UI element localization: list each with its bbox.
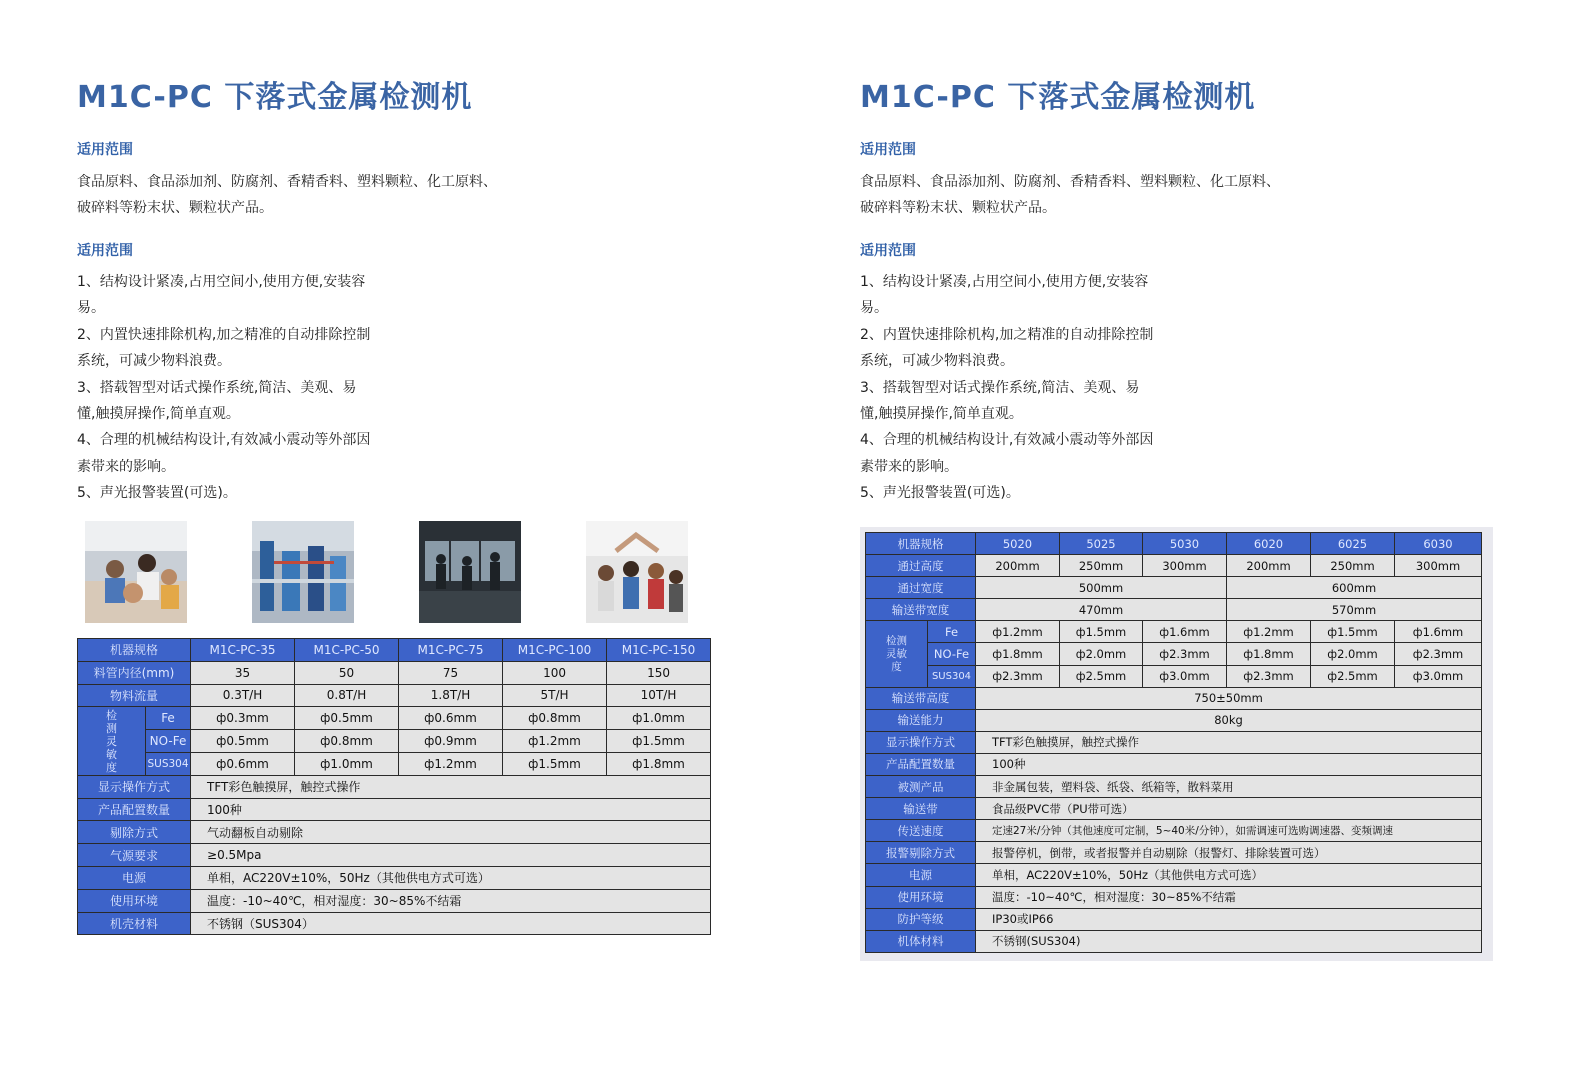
table-cell: ф1.5mm [1311,621,1395,643]
table-cell: 570mm [1227,599,1482,621]
feature-line: 2、内置快速排除机构,加之精准的自动排除控制 [860,326,1154,343]
table-cell: ф0.5mm [191,730,295,753]
table-cell: ф1.0mm [607,707,711,730]
table-row [866,864,1482,886]
table-cell: IP30或IP66 [976,908,1482,930]
feature-line: 4、合理的机械结构设计,有效减小震动等外部因 [860,432,1154,449]
table-header-cell: M1C-PC-150 [607,639,711,662]
page-title: M1C-PC 下落式金属检测机 [860,80,1256,115]
row-label: 剔除方式 [78,821,191,844]
row-label: 显示操作方式 [78,775,191,798]
table-row [866,709,1482,731]
table-row [866,930,1482,952]
application-text [77,169,497,221]
table-cell: 5T/H [503,684,607,707]
table-row [866,555,1482,577]
table-cell: ф1.2mm [1227,621,1311,643]
table-cell: 0.8T/H [295,684,399,707]
feature-line: 5、声光报警装置(可选)。 [860,485,1020,502]
text-line: 食品原料、食品添加剂、防腐剂、香精香料、塑料颗粒、化工原料、 [77,174,497,190]
table-row [866,798,1482,820]
row-label: 输送带 [866,798,976,820]
table-row [866,621,1482,643]
table-cell: ф0.5mm [295,707,399,730]
spec-table-conveyor [865,532,1482,953]
row-label: 输送带宽度 [866,599,976,621]
table-cell: 1.8T/H [399,684,503,707]
table-cell: 温度：-10~40℃，相对湿度：30~85%不结霜 [191,889,711,912]
table-cell: ф1.0mm [295,752,399,775]
table-row [866,599,1482,621]
table-row [866,842,1482,864]
table-cell: TFT彩色触摸屏，触控式操作 [976,731,1482,753]
row-label: 显示操作方式 [866,731,976,753]
table-row [78,912,711,935]
section-heading-application: 适用范围 [77,142,133,158]
table-cell: ф1.2mm [503,730,607,753]
table-cell: 100种 [976,753,1482,775]
table-header-cell: 5030 [1143,533,1227,555]
table-row [78,661,711,684]
feature-line: 懂,触摸屏操作,简单直观。 [77,406,240,423]
table-cell: 250mm [1311,555,1395,577]
row-label: 使用环境 [866,886,976,908]
table-row [866,753,1482,775]
row-label: 产品配置数量 [866,753,976,775]
row-label: 料管内径(mm) [78,661,191,684]
table-header-cell: 机器规格 [78,639,191,662]
feature-line: 4、合理的机械结构设计,有效减小震动等外部因 [77,432,371,449]
feature-line: 2、内置快速排除机构,加之精准的自动排除控制 [77,326,371,343]
row-label: 机壳材料 [78,912,191,935]
table-cell: 750±50mm [976,687,1482,709]
table-cell: 80kg [976,709,1482,731]
table-cell: ф0.9mm [399,730,503,753]
table-header-cell: 5025 [1060,533,1143,555]
section-heading-application: 适用范围 [860,142,916,158]
table-cell: 0.3T/H [191,684,295,707]
table-header-row [866,533,1482,555]
table-cell: ф3.0mm [1395,665,1482,687]
table-cell: ≥0.5Mpa [191,844,711,867]
table-header-cell: M1C-PC-35 [191,639,295,662]
table-row [866,820,1482,842]
table-cell: 单相，AC220V±10%，50Hz（其他供电方式可选） [191,866,711,889]
table-cell: ф1.5mm [1060,621,1143,643]
table-cell: 不锈钢(SUS304) [976,930,1482,952]
table-cell: ф3.0mm [1143,665,1227,687]
table-cell: ф1.8mm [976,643,1060,665]
table-row [866,776,1482,798]
table-header-cell: 6020 [1227,533,1311,555]
row-label: 电源 [78,866,191,889]
row-label: 电源 [866,864,976,886]
table-header-cell: 6025 [1311,533,1395,555]
table-cell: ф1.2mm [399,752,503,775]
team-hands-photo [586,521,688,623]
table-cell: 单相，AC220V±10%，50Hz（其他供电方式可选） [976,864,1482,886]
table-row [78,866,711,889]
spec-table-m1c-pc [77,638,711,935]
row-label: 输送能力 [866,709,976,731]
table-row [866,886,1482,908]
feature-line: 易。 [860,300,888,317]
team-photo-1 [85,521,187,623]
table-cell: ф0.6mm [191,752,295,775]
row-sublabel: NO-Fe [146,730,191,753]
factory-photo [252,521,354,623]
row-sublabel: Fe [146,707,191,730]
table-header-cell: M1C-PC-50 [295,639,399,662]
table-cell: ф0.6mm [399,707,503,730]
feature-line: 系统，可减少物料浪费。 [860,353,1014,370]
table-cell: 定速27米/分钟（其他速度可定制，5~40米/分钟），如需调速可选购调速器、变频调速 [976,820,1482,842]
table-cell: ф2.0mm [1311,643,1395,665]
row-sublabel: SUS304 [928,665,976,687]
row-label: 产品配置数量 [78,798,191,821]
table-cell: 200mm [1227,555,1311,577]
table-header-cell: M1C-PC-100 [503,639,607,662]
application-text [860,169,1280,221]
table-header-cell: M1C-PC-75 [399,639,503,662]
table-cell: 300mm [1143,555,1227,577]
table-cell: 气动翻板自动剔除 [191,821,711,844]
table-cell: ф2.3mm [1143,643,1227,665]
table-cell: ф0.3mm [191,707,295,730]
table-cell: ф0.8mm [295,730,399,753]
table-cell: 非金属包装，塑料袋、纸袋、纸箱等，散料菜用 [976,776,1482,798]
table-header-row [78,639,711,662]
table-cell: 300mm [1395,555,1482,577]
table-cell: 150 [607,661,711,684]
section-heading-features: 适用范围 [77,243,133,259]
row-label: 被测产品 [866,776,976,798]
row-label: 报警剔除方式 [866,842,976,864]
office-silhouette-photo [419,521,521,623]
table-row [866,908,1482,930]
text-line: 破碎料等粉末状、颗粒状产品。 [77,200,273,216]
table-cell: ф2.3mm [976,665,1060,687]
table-row [78,775,711,798]
table-cell: 500mm [976,577,1227,599]
table-cell: 食品级PVC带（PU带可选） [976,798,1482,820]
page-title: M1C-PC 下落式金属检测机 [77,80,473,115]
feature-line: 1、结构设计紧凑,占用空间小,使用方便,安装容 [77,274,366,290]
row-label: 通过高度 [866,555,976,577]
table-header-cell: 机器规格 [866,533,976,555]
table-row [78,684,711,707]
table-cell: 50 [295,661,399,684]
table-row [866,577,1482,599]
row-sublabel: Fe [928,621,976,643]
feature-list [860,269,1153,507]
row-label: 防护等级 [866,908,976,930]
feature-list [77,269,370,507]
table-cell: ф2.3mm [1395,643,1482,665]
table-header-cell: 5020 [976,533,1060,555]
table-cell: TFT彩色触摸屏，触控式操作 [191,775,711,798]
table-row [866,665,1482,687]
row-label: 气源要求 [78,844,191,867]
table-row [78,707,711,730]
table-row [866,643,1482,665]
table-cell: ф2.0mm [1060,643,1143,665]
table-row [78,821,711,844]
table-cell: ф1.6mm [1395,621,1482,643]
table-cell: ф2.3mm [1227,665,1311,687]
table-cell: 35 [191,661,295,684]
table-row [78,730,711,753]
row-label: 物料流量 [78,684,191,707]
table-row [78,889,711,912]
table-cell: 100 [503,661,607,684]
table-cell: ф1.2mm [976,621,1060,643]
table-cell: ф1.8mm [1227,643,1311,665]
feature-line: 1、结构设计紧凑,占用空间小,使用方便,安装容 [860,274,1149,290]
table-cell: 250mm [1060,555,1143,577]
table-cell: ф2.5mm [1311,665,1395,687]
table-row [866,731,1482,753]
table-cell: ф1.5mm [503,752,607,775]
row-label: 机体材料 [866,930,976,952]
table-header-cell: 6030 [1395,533,1482,555]
table-cell: ф1.8mm [607,752,711,775]
section-heading-features: 适用范围 [860,243,916,259]
row-label: 输送带高度 [866,687,976,709]
feature-line: 素带来的影响。 [77,458,175,475]
row-label: 通过宽度 [866,577,976,599]
table-row [78,844,711,867]
table-cell: ф1.5mm [607,730,711,753]
table-cell: ф2.5mm [1060,665,1143,687]
feature-line: 易。 [77,300,105,317]
row-label: 传送速度 [866,820,976,842]
table-row [866,687,1482,709]
table-cell: ф1.6mm [1143,621,1227,643]
sensitivity-label: 检测灵敏度 [78,707,146,775]
table-cell: 470mm [976,599,1227,621]
row-label: 使用环境 [78,889,191,912]
row-sublabel: NO-Fe [928,643,976,665]
feature-line: 5、声光报警装置(可选)。 [77,485,237,502]
table-cell: 100种 [191,798,711,821]
feature-line: 懂,触摸屏操作,简单直观。 [860,406,1023,423]
table-cell: ф0.8mm [503,707,607,730]
feature-line: 素带来的影响。 [860,458,958,475]
table-cell: 报警停机，倒带，或者报警并自动剔除（报警灯、排除装置可选） [976,842,1482,864]
table-cell: 温度：-10~40℃，相对湿度：30~85%不结霜 [976,886,1482,908]
text-line: 食品原料、食品添加剂、防腐剂、香精香料、塑料颗粒、化工原料、 [860,174,1280,190]
table-cell: 75 [399,661,503,684]
table-row [78,798,711,821]
table-cell: 600mm [1227,577,1482,599]
table-row [78,752,711,775]
table-cell: 200mm [976,555,1060,577]
feature-line: 3、搭载智型对话式操作系统,简洁、美观、易 [860,379,1140,396]
sensitivity-label: 检测灵敏度 [866,621,928,687]
table-cell: 不锈钢（SUS304） [191,912,711,935]
text-line: 破碎料等粉末状、颗粒状产品。 [860,200,1056,216]
table-cell: 10T/H [607,684,711,707]
feature-line: 3、搭载智型对话式操作系统,简洁、美观、易 [77,379,357,396]
row-sublabel: SUS304 [146,752,191,775]
feature-line: 系统，可减少物料浪费。 [77,353,231,370]
